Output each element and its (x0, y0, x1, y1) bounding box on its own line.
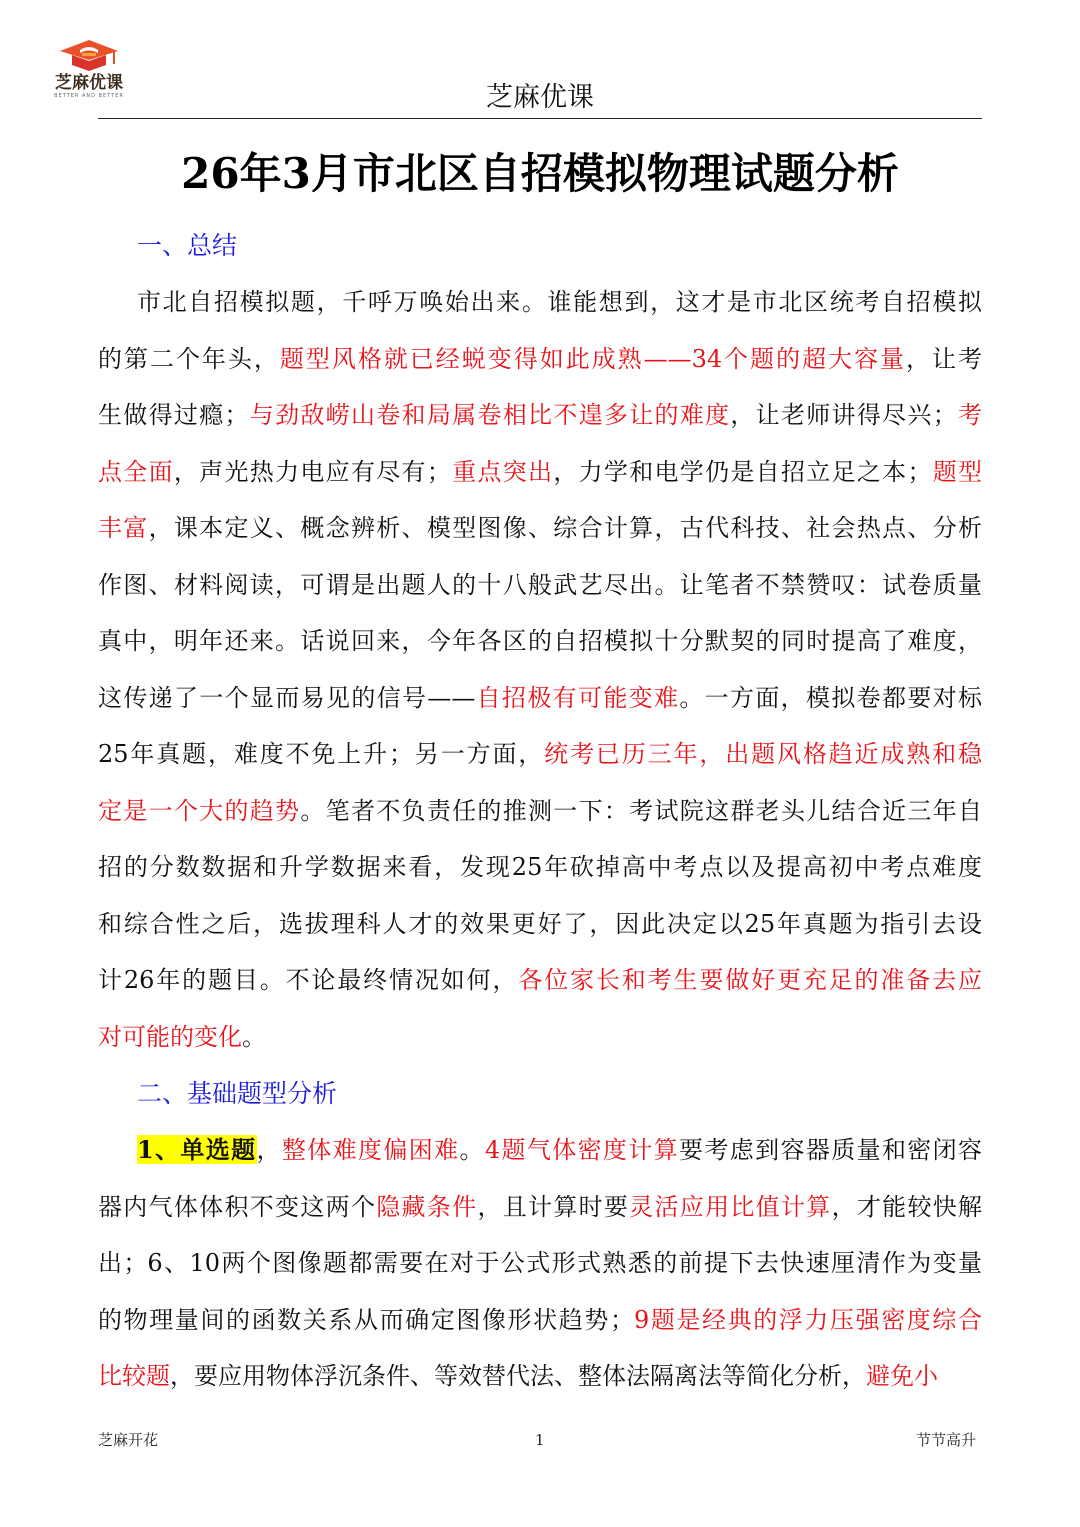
body-text: 要考虑到容器质量和密闭容 (679, 1136, 983, 1164)
body-text: 出；6、10两个图像题都需要在对于公式形式熟悉的前提下去快速厘清作为变量 (98, 1249, 982, 1277)
text-line (98, 952, 982, 1009)
text-line (98, 613, 982, 670)
highlighted-red-text: 对可能的变化 (98, 1022, 242, 1051)
text-line (98, 274, 982, 331)
text-line (98, 783, 982, 840)
text-line (98, 1009, 982, 1066)
body-text: 市北自招模拟题，千呼万唤始出来。谁能想到，这才是市北区统考自招模拟 (137, 288, 982, 316)
body-text: ，让老师讲得尽兴； (730, 401, 957, 429)
footer-right-motto: 节节高升 (916, 1431, 977, 1449)
highlighted-red-text: 题型风格就已经蜕变得如此成熟——34个题的超大容量 (279, 344, 907, 373)
highlighted-red-text: 与劲敌崂山卷和局属卷相比不遑多让的难度 (248, 401, 731, 429)
highlighted-red-text: 自招极有可能变难 (475, 683, 680, 712)
body-text: ，且计算时要 (477, 1192, 630, 1221)
logo-tagline: BETTER AND BETTER (54, 93, 124, 99)
highlighted-red-text: 整体难度偏困难 (281, 1136, 460, 1164)
highlighted-label: 1、单选题 (137, 1135, 257, 1164)
text-line (98, 1348, 982, 1405)
body-text: 器内气体体积不变这两个 (98, 1192, 377, 1221)
highlighted-red-text: 4题气体密度计算 (484, 1136, 680, 1164)
text-line (98, 331, 982, 388)
body-text: 作图、材料阅读，可谓是出题人的十八般武艺尽出。让笔者不禁赞叹：试卷质量 (98, 570, 982, 599)
text-line (98, 387, 982, 444)
body-text: ，力学和电学仍是自招立足之本； (553, 457, 932, 486)
body-text: 25年真题，难度不免上升；另一方面， (98, 740, 545, 768)
body-text: 真中，明年还来。话说回来，今年各区的自招模拟十分默契的同时提高了难度， (98, 627, 982, 655)
analysis-paragraph (98, 1122, 982, 1405)
highlighted-red-text: 灵活应用比值计算 (629, 1192, 832, 1221)
text-line (98, 896, 982, 953)
highlighted-red-text: 重点突出 (450, 457, 554, 486)
highlighted-red-text: 比较题 (98, 1362, 170, 1390)
text-line (98, 839, 982, 896)
footer-left-motto: 芝麻开花 (98, 1431, 159, 1449)
page-header-title: 芝麻优课 (486, 82, 594, 113)
highlighted-red-text: 定是一个大的趋势 (98, 796, 301, 825)
highlighted-red-text: 统考已历三年，出题风格趋近成熟和稳 (544, 740, 982, 768)
body-text: 。笔者不负责任的推测一下：考试院这群老头儿结合近三年自 (300, 796, 983, 825)
highlighted-red-text: 各位家长和考生要做好更充足的准备去应 (518, 966, 983, 994)
body-text: 生做得过瘾； (98, 401, 249, 429)
section-heading-basic-analysis: 二、基础题型分析 (137, 1079, 338, 1108)
body-text: 。一方面，模拟卷都要对标 (679, 683, 983, 712)
text-line (98, 500, 982, 557)
text-line (98, 670, 982, 727)
body-text: 招的分数数据和升学数据来看，发现25年砍掉高中考点以及提高初中考点难度 (98, 853, 982, 881)
body-text: ，让考 (906, 344, 983, 373)
logo-text: 芝麻优课 (55, 73, 123, 93)
body-text: ，才能较快解 (831, 1192, 983, 1221)
section-heading-summary: 一、总结 (137, 231, 238, 260)
text-line (98, 557, 982, 614)
text-line (98, 1179, 982, 1236)
highlighted-red-text: 避免小 (866, 1362, 938, 1390)
body-text: 计26年的题目。不论最终情况如何， (98, 966, 519, 994)
text-line (98, 1122, 982, 1179)
body-text: ，课本定义、概念辨析、模型图像、综合计算，古代科技、社会热点、分析 (148, 514, 983, 542)
highlighted-red-text: 点全面 (98, 457, 174, 486)
text-line (98, 444, 982, 501)
body-text: 。 (459, 1136, 485, 1164)
body-text: ，声光热力电应有尽有； (173, 457, 451, 486)
body-text: 这传递了一个显而易见的信号—— (98, 683, 476, 712)
text-line (98, 726, 982, 783)
body-text: 的物理量间的函数关系从而确定图像形状趋势； (98, 1305, 634, 1334)
document-title: 26年3月市北区自招模拟物理试题分析 (181, 149, 899, 198)
summary-paragraph (98, 274, 982, 1065)
body-text: 和综合性之后，选拔理科人才的效果更好了，因此决定以25年真题为指引去设 (98, 909, 982, 938)
body-text: 的第二个年头， (98, 344, 280, 373)
highlighted-red-text: 隐藏条件 (376, 1192, 478, 1221)
header-divider (98, 118, 982, 119)
highlighted-red-text: 9题是经典的浮力压强密度综合 (633, 1305, 982, 1334)
highlighted-red-text: 丰富 (98, 514, 149, 542)
graduation-cap-logo-icon (58, 38, 120, 72)
text-line (98, 1292, 982, 1349)
highlighted-red-text: 题型 (931, 457, 983, 486)
body-text: 。 (242, 1022, 266, 1051)
footer-page-number: 1 (535, 1431, 545, 1449)
body-text: ， (256, 1136, 282, 1164)
body-text: ，要应用物体浮沉条件、等效替代法、整体法隔离法等简化分析， (170, 1362, 866, 1390)
text-line (98, 1235, 982, 1292)
highlighted-red-text: 考 (956, 401, 983, 429)
